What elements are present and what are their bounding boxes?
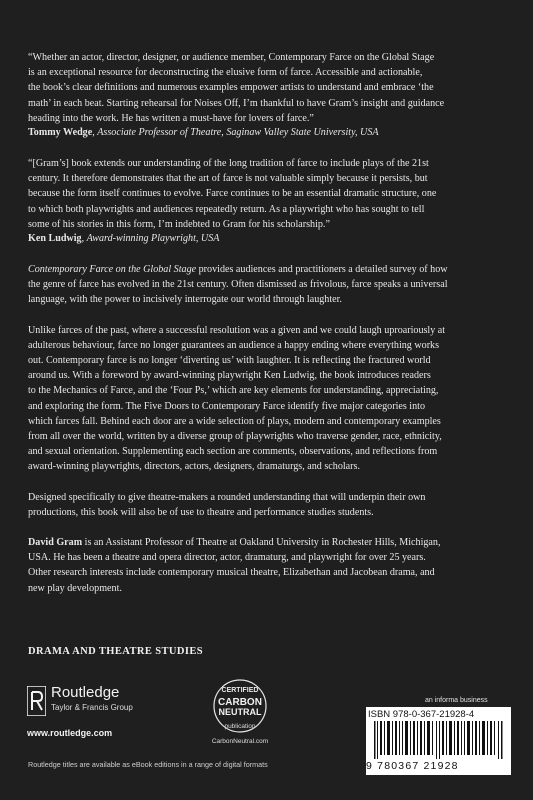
ebook-footnote: Routledge titles are available as eBook editions in a range of digital formats [28, 760, 268, 769]
neutral-text: NEUTRAL [218, 707, 262, 717]
publisher-url: www.routledge.com [27, 728, 113, 738]
quote-line: to which both playwrights and audiences repeatedly return. As a playwright who has sought to tell [28, 203, 425, 215]
quote-line: the book’s clear definitions and numerous examples empower artists to understand and embrace ‘the [28, 82, 434, 94]
description-intro [28, 262, 518, 308]
description-line: from all over the world, written by a diverse group of playwrights who traverse gender, race, ethnicity, [28, 431, 442, 443]
routledge-mark-icon [27, 686, 46, 716]
author-bio [28, 535, 518, 596]
quote-affiliation: Associate Professor of Theatre, Saginaw Valley State University, USA [97, 127, 379, 139]
book-title: Contemporary Farce on the Global Stage [28, 264, 197, 276]
author-name: David Gram [28, 537, 83, 549]
endorsement-1 [28, 50, 518, 140]
quote-attribution: Tommy Wedge, Associate Professor of Theatre, Saginaw Valley State University, USA [28, 127, 379, 139]
barcode-icon [374, 721, 504, 759]
isbn-label: ISBN 978-0-367-21928-4 [368, 709, 475, 720]
description-line: productions, this book will also be of use to theatre and performance studies students. [28, 506, 374, 518]
quote-line: is an exceptional resource for deconstructing the elusive form of farce. Accessible and actionable, [28, 67, 423, 79]
quote-line: math’ in each beat. Starting rehearsal for Noises Off, I’m thankful to have Gram’s insight and guidance [28, 97, 445, 109]
carbon-certified-text: CERTIFIED [221, 687, 259, 694]
quote-line: some of his stories in this form, I’m indebted to Gram for his scholarship.” [28, 218, 330, 230]
description-line: Designed specifically to give theatre-makers a rounded understanding that will underpin their own [28, 491, 426, 503]
quote-line: heading into the work. He has written a must-have for lovers of farce.” [28, 112, 314, 124]
quote-line: because the form itself continues to evolve. Farce continues to be an essential dramatic structure, one [28, 188, 437, 200]
barcode-number: 9 780367 21928 [366, 760, 459, 772]
back-cover-text [28, 50, 518, 611]
bio-line: new play development. [28, 582, 122, 594]
quote-attribution: Ken Ludwig, Award-winning Playwright, USA [28, 233, 220, 245]
endorsement-2 [28, 156, 518, 246]
quote-author: Tommy Wedge [28, 127, 93, 139]
description-line: the genre of farce has evolved in the 21st century. Often dismissed as frivolous, farce speaks a universal [28, 279, 448, 291]
carbon-neutral-url: CarbonNeutral.com [211, 738, 269, 745]
informa-label: an informa business [425, 697, 488, 704]
description-body [28, 323, 518, 475]
carbon-text: CARBON [218, 697, 262, 708]
description-line: award-winning playwrights, directors, actors, designers, dramaturgs, and scholars. [28, 461, 360, 473]
quote-line: century. It therefore demonstrates that the art of farce is not valuable simply because it persists, but [28, 173, 428, 185]
routledge-logo [27, 680, 177, 740]
description-line: which farces fall. Behind each door are a wide selection of plays, modern and contemporary examples [28, 415, 441, 427]
description-line: out. Contemporary farce is no longer ‘diverting us’ with laughter. It is reflecting the fractured world [28, 355, 431, 367]
quote-text: “Whether an actor, director, designer, or audience member, Contemporary Farce on the Global Stage [28, 52, 435, 63]
publisher-group: Taylor & Francis Group [51, 703, 133, 712]
publisher-name: Routledge [51, 684, 120, 701]
bio-line [28, 535, 518, 550]
quote-line: “[Gram’s] book extends our understanding of the long tradition of farce to include plays of the 21st [28, 158, 429, 170]
carbon-publication-text: publication [224, 723, 256, 730]
bio-line: USA. He has been a theatre and opera director, actor, dramaturg, and playwright for over 25 years. [28, 552, 426, 564]
description-line: around us. With a foreword by award-winning playwright Ken Ludwig, the book introduces readers [28, 370, 431, 382]
bio-text: is an Assistant Professor of Theatre at Oakland University in Rochester Hills, Michigan, [82, 537, 441, 549]
description-line: to the Mechanics of Farce, and the ‘Four Ps,’ which are key elements for understanding, appreciating, [28, 385, 439, 397]
quote-affiliation: Award-winning Playwright, USA [86, 233, 220, 245]
description-line: Unlike farces of the past, where a successful resolution was a given and we could laugh uproariously at [28, 324, 446, 336]
quote-line [28, 50, 518, 65]
description-line: adulterous behaviour, farce no longer guarantees an audience a happy ending where everything works [28, 339, 440, 351]
description-line: and exploring the form. The Five Doors to Contemporary Farce identify five major categories into [28, 400, 426, 412]
description-text: provides audiences and practitioners a detailed survey of how [196, 264, 448, 276]
quote-author: Ken Ludwig [28, 233, 82, 245]
description-line: language, with the power to incisively interrogate our world through laughter. [28, 294, 342, 306]
description-line [28, 262, 518, 277]
description-audience [28, 490, 518, 520]
bio-line: Other research interests include contemporary musical theatre, Elizabethan and Jacobean drama, and [28, 567, 435, 579]
series-label: DRAMA AND THEATRE STUDIES [28, 646, 204, 657]
description-line: and sexual orientation. Supplementing each section are comments, observations, and reflections from [28, 446, 438, 458]
